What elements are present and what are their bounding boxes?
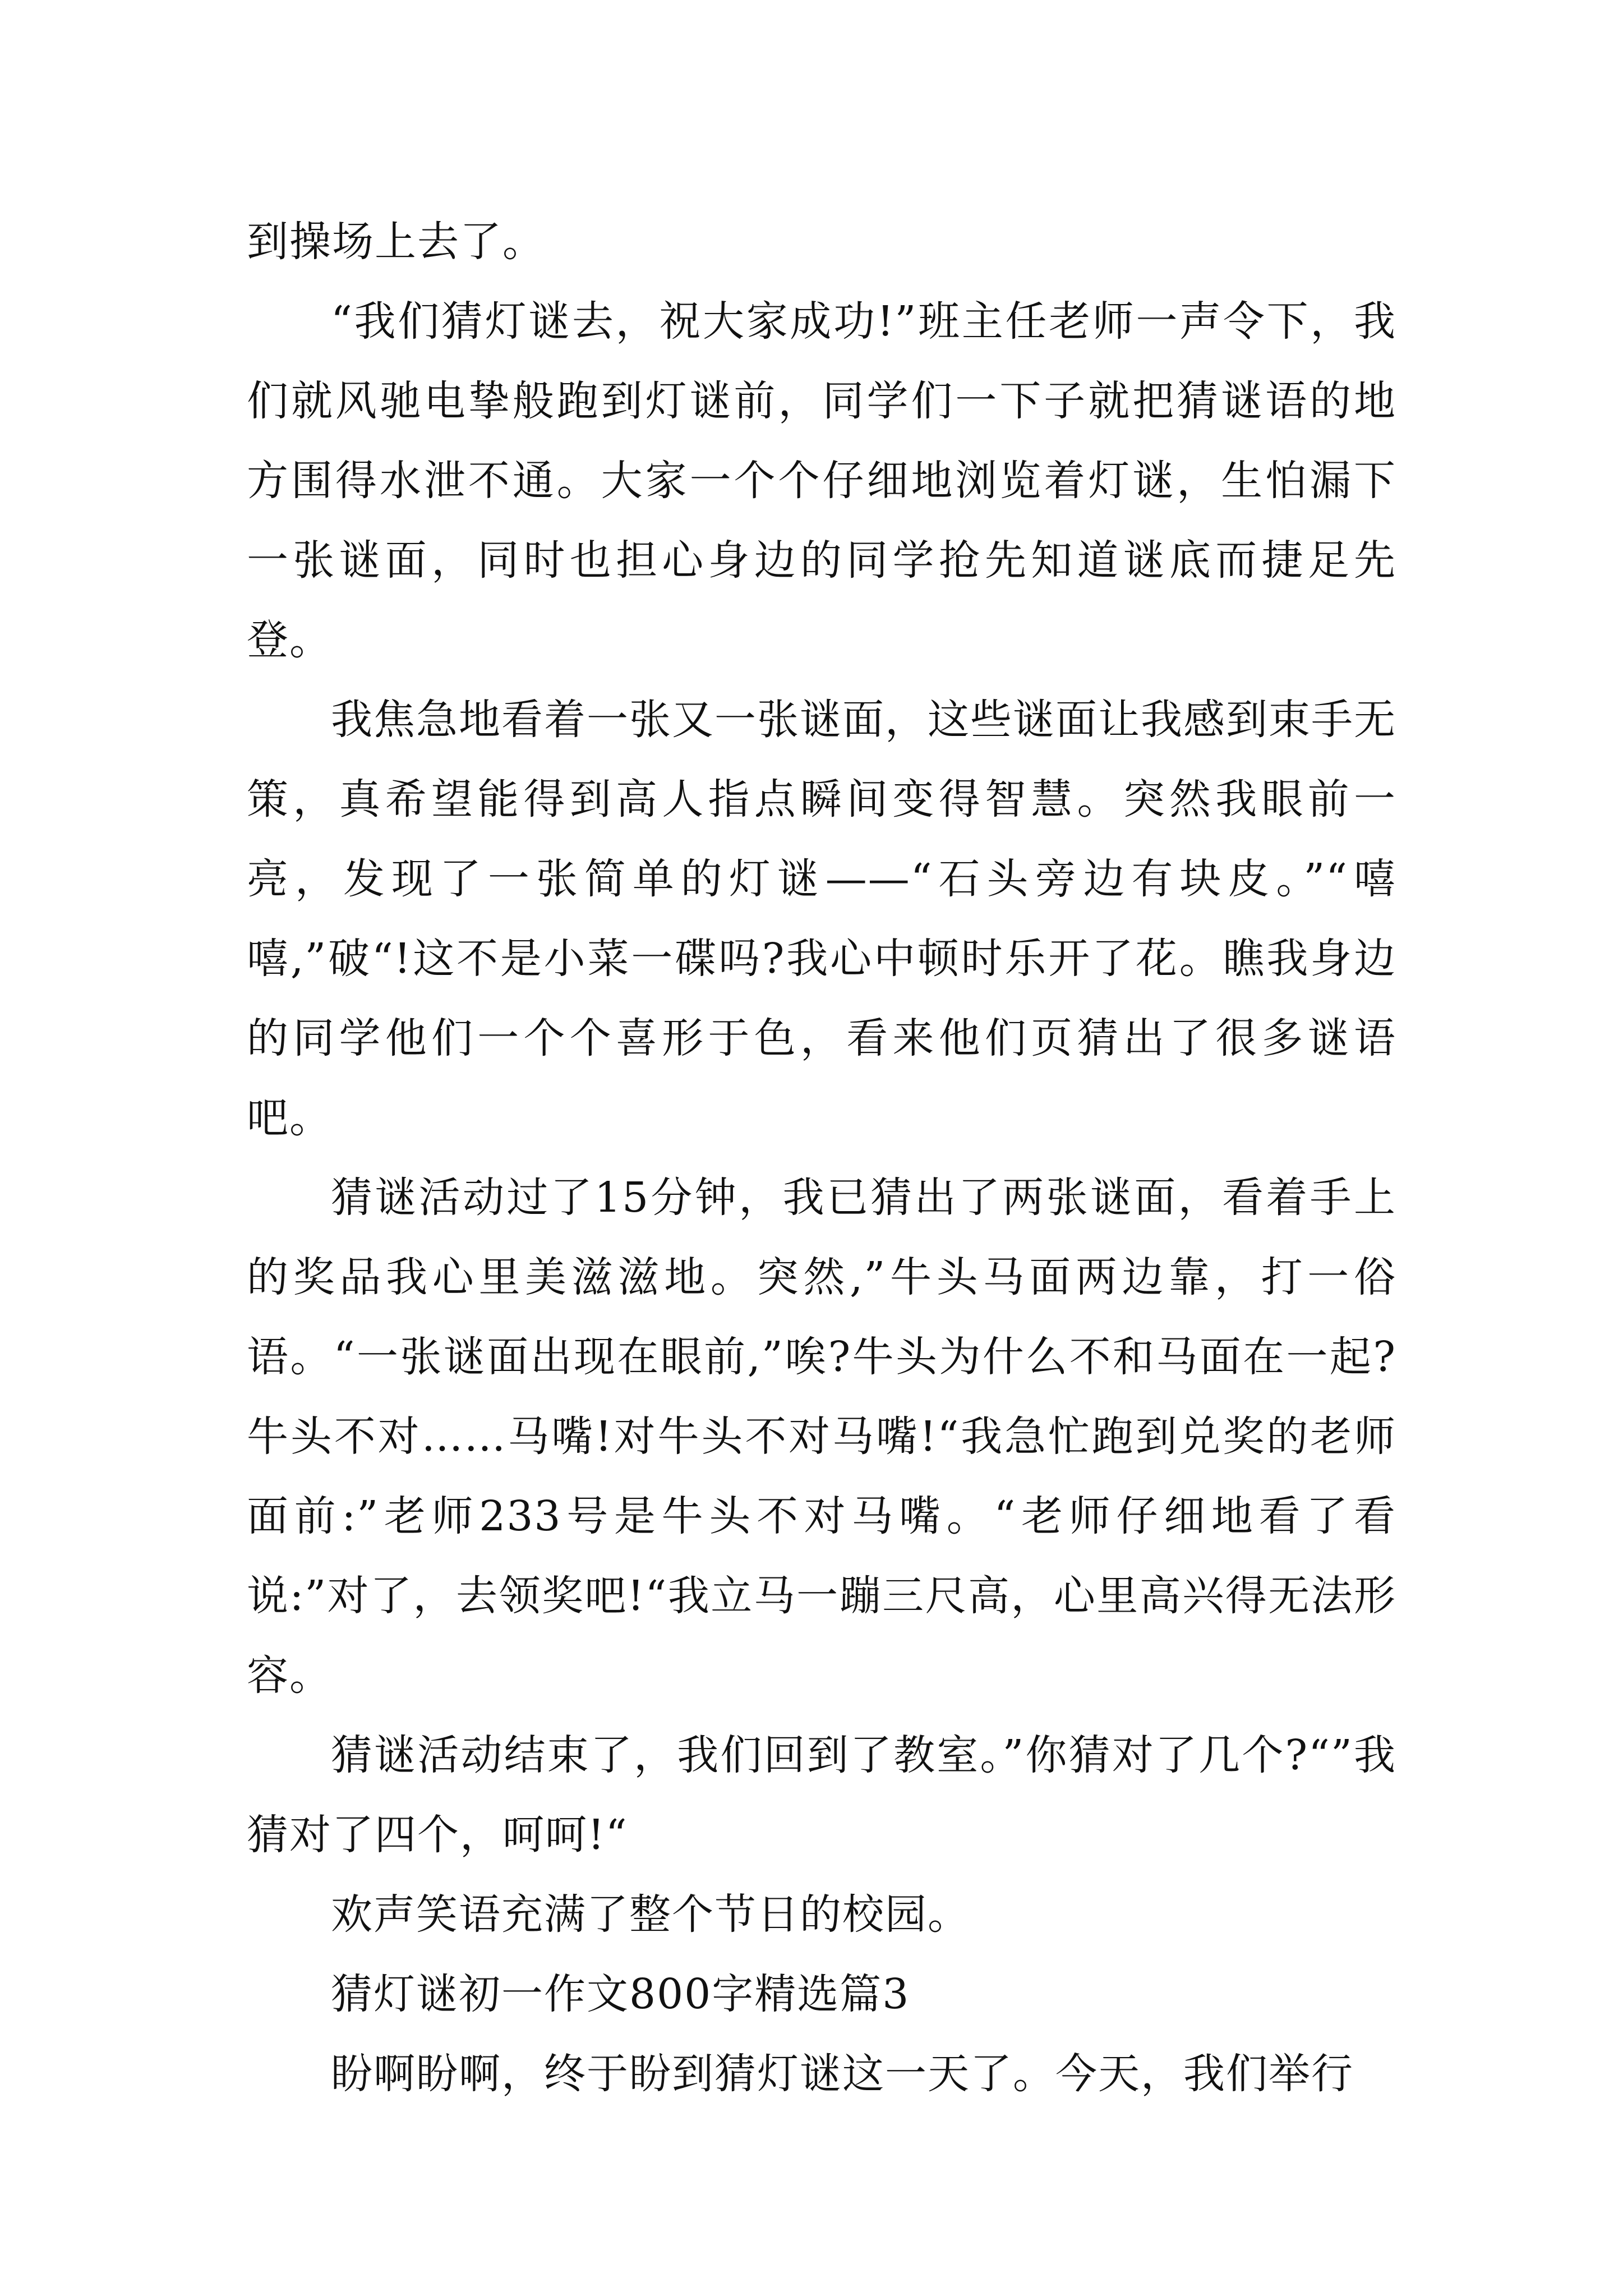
paragraph-4: 猜谜活动过了15分钟，我已猜出了两张谜面，看着手上的奖品我心里美滋滋地。突然,”牛头马面两边靠，打一俗语。“一张谜面出现在眼前,”唉?牛头为什么不和马面在一起?牛头不对……马嘴!对牛头不对马嘴!“我急忙跑到兑奖的老师面前:”老师233号是牛头不对马嘴。“老师仔细地看了看说:”对了，去领奖吧!“我立马一蹦三尺高，心里高兴得无法形容。 [247, 1174, 1396, 1700]
paragraph-1: 到操场上去了。 [247, 218, 545, 266]
paragraph-5: 猜谜活动结束了，我们回到了教室。”你猜对了几个?“”我猜对了四个，呵呵!“ [247, 1731, 1396, 1859]
document-body [247, 202, 1396, 2114]
paragraph-3: 我焦急地看着一张又一张谜面，这些谜面让我感到束手无策，真希望能得到高人指点瞬间变得智慧。突然我眼前一亮，发现了一张简单的灯谜——“石头旁边有块皮。”“嘻嘻,”破“!这不是小菜一碟吗?我心中顿时乐开了花。瞧我身边的同学他们一个个喜形于色，看来他们页猜出了很多谜语吧。 [247, 696, 1396, 1142]
section-heading: 猜灯谜初一作文800字精选篇3 [331, 1970, 910, 2018]
paragraph-7: 盼啊盼啊，终于盼到猜灯谜这一天了。今天，我们举行 [331, 2050, 1354, 2098]
paragraph-2: “我们猜灯谜去，祝大家成功!”班主任老师一声令下，我们就风驰电挚般跑到灯谜前，同学们一下子就把猜谜语的地方围得水泄不通。大家一个个仔细地浏览着灯谜，生怕漏下一张谜面，同时也担心身边的同学抢先知道谜底而捷足先登。 [247, 297, 1396, 664]
paragraph-6: 欢声笑语充满了整个节日的校园。 [331, 1890, 970, 1939]
